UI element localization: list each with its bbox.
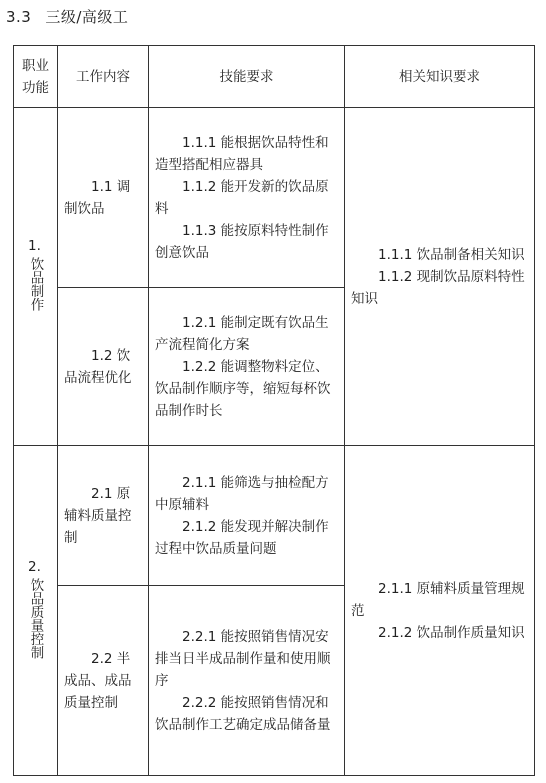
work-content-cell — [58, 288, 149, 446]
knowledge-cell — [345, 446, 535, 776]
section-title: 三级/高级工 — [45, 8, 129, 26]
work-content-label: 2.2 半成品、成品质量控制 — [64, 650, 132, 711]
table-row — [14, 108, 535, 288]
section-number: 3.3 — [6, 8, 32, 26]
table-row — [14, 446, 535, 586]
section-heading — [6, 6, 128, 27]
table-header-row — [14, 46, 535, 108]
knowledge-cell — [345, 108, 535, 446]
skills-cell — [149, 288, 345, 446]
knowledge-item: 1.1.2 现制饮品原料特性知识 — [351, 268, 525, 307]
skill-item: 2.2.2 能按照销售情况和饮品制作工艺确定成品储备量 — [155, 694, 331, 733]
skill-item: 2.1.2 能发现并解决制作过程中饮品质量问题 — [155, 518, 329, 557]
skill-item: 1.1.1 能根据饮品特性和造型搭配相应器具 — [155, 134, 329, 173]
knowledge-item: 1.1.1 饮品制备相关知识 — [378, 246, 525, 263]
work-content-cell — [58, 586, 149, 776]
skill-item: 1.1.3 能按原料特性制作创意饮品 — [155, 222, 329, 261]
skill-item: 2.2.1 能按照销售情况安排当日半成品制作量和使用顺序 — [155, 628, 331, 689]
work-content-cell — [58, 446, 149, 586]
work-content-label: 1.2 饮品流程优化 — [64, 347, 132, 386]
work-content-label: 2.1 原辅料质量控制 — [64, 485, 132, 546]
function-cell-1 — [14, 108, 58, 446]
skill-item: 1.2.1 能制定既有饮品生产流程简化方案 — [155, 314, 329, 353]
header-function: 职业功能 — [14, 46, 58, 108]
skill-item: 1.2.2 能调整物料定位、饮品制作顺序等，缩短每杯饮品制作时长 — [155, 358, 331, 419]
skills-cell — [149, 446, 345, 586]
skills-table — [13, 45, 535, 776]
work-content-label: 1.1 调制饮品 — [64, 178, 131, 217]
header-knowledge-requirements: 相关知识要求 — [345, 46, 535, 108]
header-work-content: 工作内容 — [58, 46, 149, 108]
skills-cell — [149, 108, 345, 288]
knowledge-item: 2.1.1 原辅料质量管理规范 — [351, 580, 525, 619]
work-content-cell — [58, 108, 149, 288]
skill-item: 2.1.1 能筛选与抽检配方中原辅料 — [155, 474, 329, 513]
function-cell-2 — [14, 446, 58, 776]
function-number: 1. — [28, 238, 41, 254]
skills-cell — [149, 586, 345, 776]
skill-item: 1.1.2 能开发新的饮品原料 — [155, 178, 329, 217]
knowledge-item: 2.1.2 饮品制作质量知识 — [378, 624, 525, 641]
header-skill-requirements: 技能要求 — [149, 46, 345, 108]
function-name: 饮品质量控制 — [27, 577, 44, 659]
function-name: 饮品制作 — [27, 257, 44, 311]
function-number: 2. — [28, 558, 41, 575]
